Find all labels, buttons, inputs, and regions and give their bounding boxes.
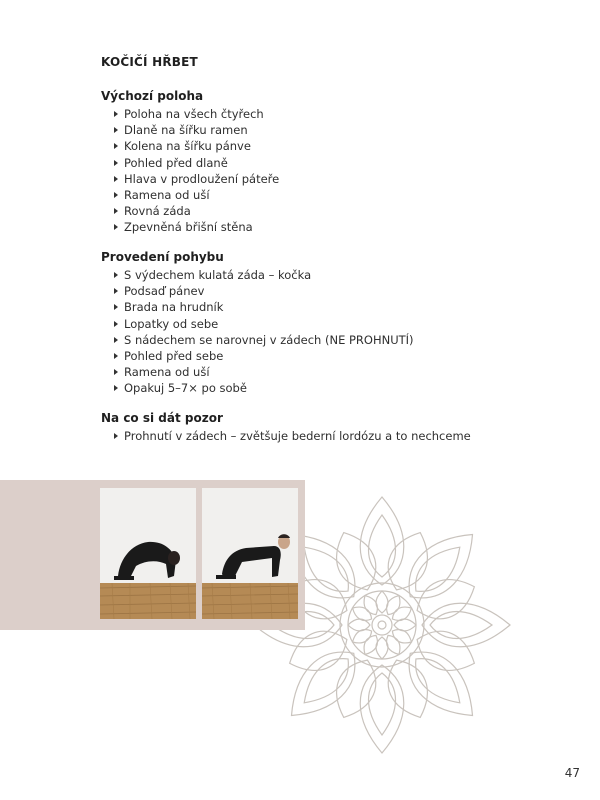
mandala-center-dot xyxy=(378,621,386,629)
page-number: 47 xyxy=(564,766,580,780)
section-heading: Provedení pohybu xyxy=(101,250,224,264)
mandala-center xyxy=(372,615,392,635)
section-starting-position xyxy=(101,88,279,236)
list-item: Zpevněná břišní stěna xyxy=(114,219,279,235)
list-item: S výdechem kulatá záda – kočka xyxy=(114,267,414,283)
list-item: S nádechem se narovnej v zádech (NE PROHNUTÍ) xyxy=(114,332,414,348)
photo-cat-pose-rounded-back xyxy=(100,488,196,619)
list-item: Pohled před dlaně xyxy=(114,155,279,171)
list-item: Poloha na všech čtyřech xyxy=(114,106,279,122)
list-item: Prohnutí v zádech – zvětšuje bederní lordózu a to nechceme xyxy=(114,428,471,444)
bullet-list xyxy=(101,106,279,236)
mandala-mid-petals xyxy=(282,525,481,724)
list-item: Opakuj 5–7× po sobě xyxy=(114,380,414,396)
bullet-list xyxy=(101,267,414,397)
list-item: Ramena od uší xyxy=(114,187,279,203)
photo-cat-pose-straight-back xyxy=(202,488,298,619)
mandala-inner-petals xyxy=(272,515,492,735)
mandala-ring xyxy=(348,591,416,659)
list-item: Podsaď pánev xyxy=(114,283,414,299)
list-item: Kolena na šířku pánve xyxy=(114,138,279,154)
list-item: Ramena od uší xyxy=(114,364,414,380)
list-item: Rovná záda xyxy=(114,203,279,219)
bullet-list xyxy=(101,428,471,444)
section-execution xyxy=(101,249,414,397)
list-item: Dlaně na šířku ramen xyxy=(114,122,279,138)
section-caution xyxy=(101,410,471,444)
list-item: Lopatky od sebe xyxy=(114,316,414,332)
exercise-title: KOČIČÍ HŘBET xyxy=(101,55,198,69)
mandala-ring xyxy=(340,583,424,667)
list-item: Pohled před sebe xyxy=(114,348,414,364)
list-item: Hlava v prodloužení páteře xyxy=(114,171,279,187)
section-heading: Na co si dát pozor xyxy=(101,411,223,425)
list-item: Brada na hrudník xyxy=(114,299,414,315)
section-heading: Výchozí poloha xyxy=(101,89,204,103)
